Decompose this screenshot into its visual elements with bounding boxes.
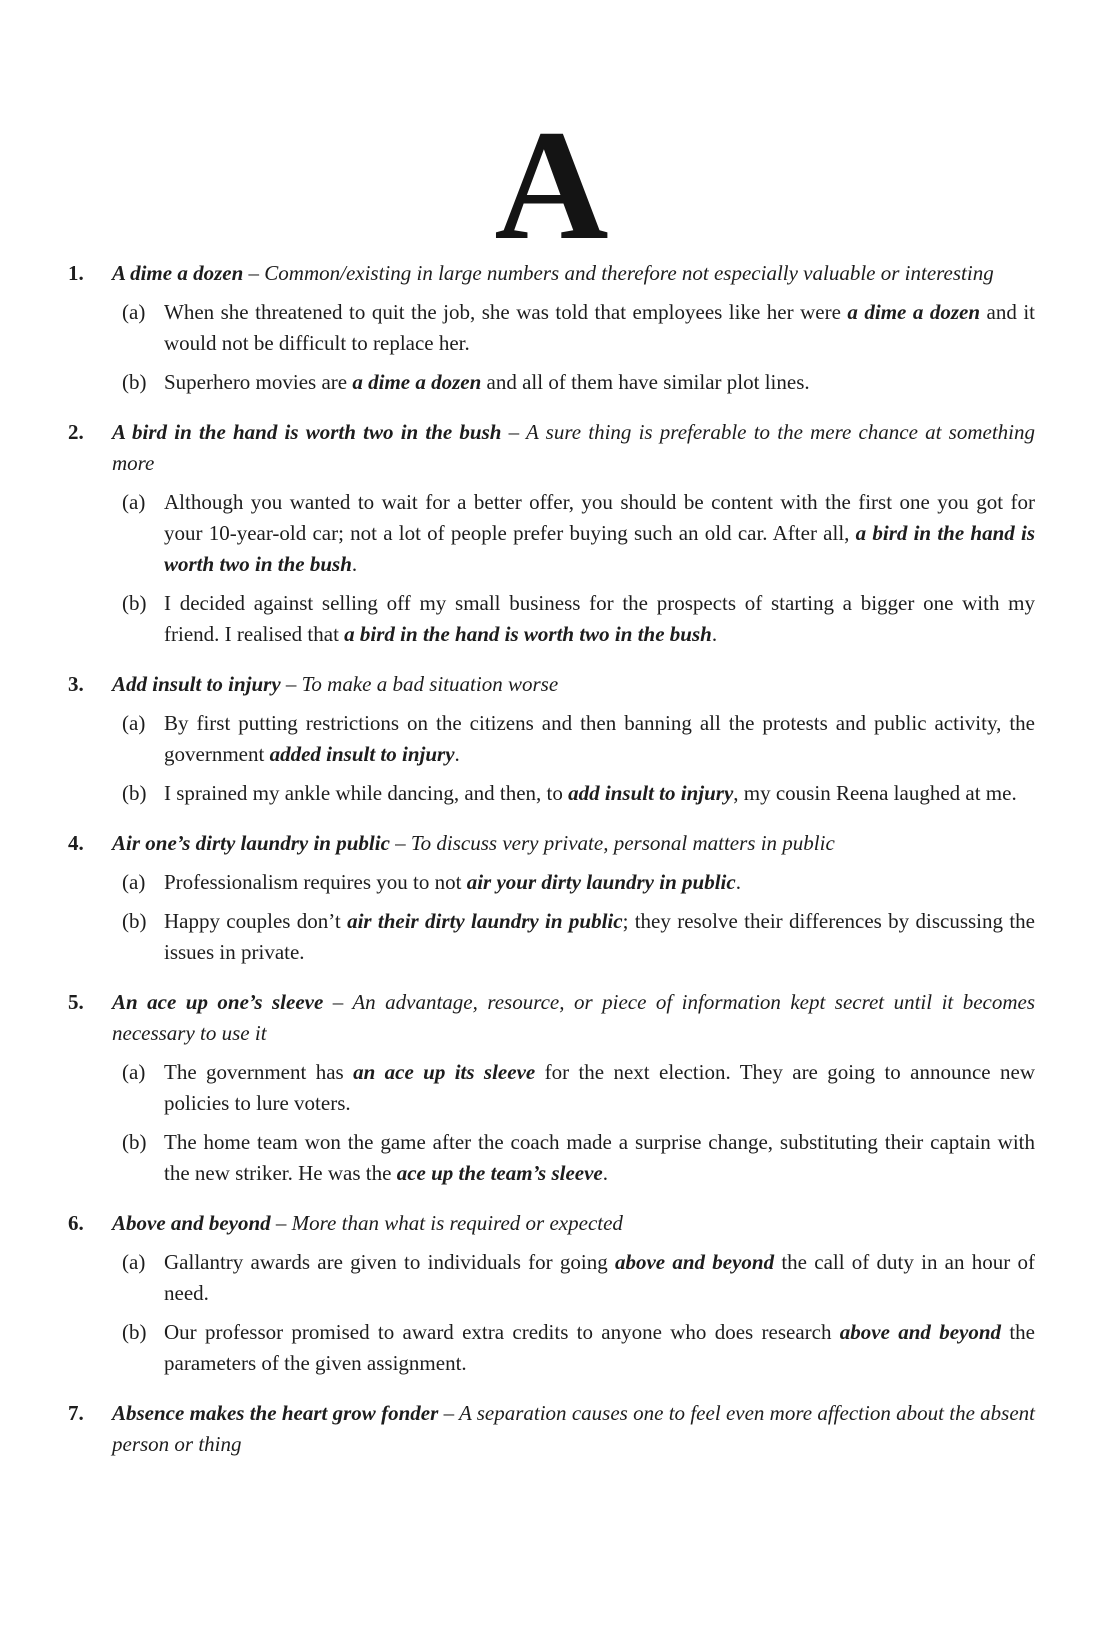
example-list <box>112 297 1035 398</box>
idiom-emphasis: above and beyond <box>614 1250 775 1274</box>
example-text <box>164 1247 1035 1309</box>
idiom-entry <box>68 987 1035 1189</box>
example-item <box>112 1057 1035 1119</box>
example-label: (a) <box>122 1250 146 1274</box>
example-list <box>112 487 1035 650</box>
example-list <box>112 867 1035 968</box>
example-text-segment: . <box>454 742 460 766</box>
example-item <box>112 588 1035 650</box>
example-label: (a) <box>122 711 146 735</box>
idiom-entry <box>68 1208 1035 1379</box>
example-text-segment: . <box>602 1161 608 1185</box>
example-text <box>164 778 1035 809</box>
idiom-name: Above and beyond <box>112 1211 271 1235</box>
separator-dash: – <box>389 831 411 855</box>
example-text <box>164 1127 1035 1189</box>
example-label: (b) <box>122 1130 147 1154</box>
example-label: (b) <box>122 370 147 394</box>
example-item <box>112 1127 1035 1189</box>
example-text-segment: , my cousin Reena laughed at me. <box>733 781 1017 805</box>
example-text-segment: the parameters of the given assignment. <box>164 1320 1035 1375</box>
example-item <box>112 778 1035 809</box>
separator-dash: – <box>501 420 526 444</box>
separator-dash: – <box>270 1211 292 1235</box>
example-list <box>112 1247 1035 1379</box>
example-text <box>164 297 1035 359</box>
idiom-emphasis: a dime a dozen <box>847 300 981 324</box>
idiom-definition: An advantage, resource, or piece of information kept secret until it becomes necessary to use it <box>112 990 1036 1045</box>
idiom-name: A bird in the hand is worth two in the bush <box>112 420 502 444</box>
idiom-emphasis: air their dirty laundry in public <box>347 909 623 933</box>
idiom-definition: Common/existing in large numbers and therefore not especially valuable or interesting <box>264 261 994 285</box>
example-text-segment: ; they resolve their differences by discussing the issues in private. <box>164 909 1035 964</box>
example-text-segment: for the next election. They are going to announce new policies to lure voters. <box>164 1060 1035 1115</box>
idiom-definition: A separation causes one to feel even more affection about the absent person or thing <box>112 1401 1036 1456</box>
example-text-segment: Our professor promised to award extra credits to anyone who does research <box>164 1320 840 1344</box>
example-item <box>112 1317 1035 1379</box>
example-label: (a) <box>122 870 146 894</box>
example-text <box>164 1057 1035 1119</box>
idiom-definition: A sure thing is preferable to the mere chance at something more <box>112 420 1036 475</box>
example-text-segment: The government has <box>164 1060 354 1084</box>
example-text-segment: and all of them have similar plot lines. <box>481 370 810 394</box>
idiom-entry <box>68 417 1035 650</box>
entry-number: 2. <box>68 420 84 444</box>
example-item <box>112 906 1035 968</box>
idiom-name: Absence makes the heart grow fonder <box>112 1401 439 1425</box>
entry-number: 1. <box>68 261 84 285</box>
example-text-segment: Gallantry awards are given to individuals for going <box>164 1250 615 1274</box>
example-text-segment: By first putting restrictions on the citizens and then banning all the protests and public activity, the government <box>164 711 1035 766</box>
example-text-segment: Superhero movies are <box>164 370 353 394</box>
idiom-entry <box>68 258 1035 398</box>
entry-content <box>112 828 1035 968</box>
separator-dash: – <box>323 990 353 1014</box>
example-label: (b) <box>122 591 147 615</box>
entry-number: 5. <box>68 990 84 1014</box>
example-item <box>112 367 1035 398</box>
example-text-segment: and it would not be difficult to replace her. <box>164 300 1035 355</box>
idiom-definition: To make a bad situation worse <box>301 672 559 696</box>
example-item <box>112 867 1035 898</box>
entry-number: 6. <box>68 1211 84 1235</box>
example-text-segment: Although you wanted to wait for a better offer, you should be content with the first one you got for your 10-year-old car; not a lot of people prefer buying such an old car. After all, <box>164 490 1035 545</box>
example-text-segment: Happy couples don’t <box>164 909 348 933</box>
example-text <box>164 1317 1035 1379</box>
example-label: (a) <box>122 1060 146 1084</box>
entry-headline <box>112 1398 1035 1460</box>
example-text <box>164 588 1035 650</box>
idiom-emphasis: a bird in the hand is worth two in the bush <box>344 622 712 646</box>
example-label: (b) <box>122 1320 147 1344</box>
idiom-name: An ace up one’s sleeve <box>112 990 324 1014</box>
idiom-emphasis: above and beyond <box>839 1320 1002 1344</box>
idiom-name: Air one’s dirty laundry in public <box>112 831 390 855</box>
example-label: (b) <box>122 781 147 805</box>
entry-content <box>112 1208 1035 1379</box>
idiom-emphasis: added insult to injury <box>269 742 455 766</box>
entry-headline <box>112 1208 1035 1239</box>
example-text-segment: the call of duty in an hour of need. <box>164 1250 1035 1305</box>
example-text <box>164 867 1035 898</box>
separator-dash: – <box>280 672 302 696</box>
idiom-definition: To discuss very private, personal matters in public <box>410 831 835 855</box>
idiom-list <box>68 258 1035 1460</box>
idiom-name: A dime a dozen <box>112 261 244 285</box>
separator-dash: – <box>438 1401 459 1425</box>
example-text-segment: . <box>711 622 718 646</box>
entry-headline <box>112 987 1035 1049</box>
example-text-segment: I decided against selling off my small business for the prospects of starting a bigger one with my friend. I realised that <box>164 591 1035 646</box>
example-label: (a) <box>122 490 146 514</box>
entry-headline <box>112 669 1035 700</box>
idiom-definition: More than what is required or expected <box>291 1211 623 1235</box>
idiom-emphasis: a bird in the hand is worth two in the bush <box>164 521 1035 576</box>
entry-headline <box>112 417 1035 479</box>
example-item <box>112 297 1035 359</box>
section-letter-heading: A <box>494 98 609 273</box>
entry-headline <box>112 258 1035 289</box>
idiom-emphasis: air your dirty laundry in public <box>466 870 736 894</box>
example-text-segment: . <box>351 552 358 576</box>
idiom-emphasis: a dime a dozen <box>352 370 482 394</box>
example-text-segment: Professionalism requires you to not <box>164 870 467 894</box>
example-text <box>164 708 1035 770</box>
example-text-segment: I sprained my ankle while dancing, and then, to <box>164 781 569 805</box>
entry-number: 7. <box>68 1401 84 1425</box>
dictionary-page <box>0 98 1104 1460</box>
example-text-segment: When she threatened to quit the job, she was told that employees like her were <box>164 300 848 324</box>
example-text <box>164 906 1035 968</box>
example-list <box>112 1057 1035 1189</box>
example-item <box>112 1247 1035 1309</box>
entry-content <box>112 258 1035 398</box>
entry-number: 4. <box>68 831 84 855</box>
idiom-entry <box>68 828 1035 968</box>
example-item <box>112 708 1035 770</box>
example-list <box>112 708 1035 809</box>
example-item <box>112 487 1035 580</box>
idiom-emphasis: an ace up its sleeve <box>353 1060 536 1084</box>
idiom-entry <box>68 1398 1035 1460</box>
example-label: (a) <box>122 300 146 324</box>
example-text-segment: The home team won the game after the coach made a surprise change, substituting their captain with the new striker. He was the <box>164 1130 1035 1185</box>
entry-content <box>112 987 1035 1189</box>
entry-content <box>112 669 1035 809</box>
example-text-segment: . <box>735 870 741 894</box>
entry-content <box>112 417 1035 650</box>
entry-number: 3. <box>68 672 84 696</box>
example-text <box>164 487 1035 580</box>
entry-headline <box>112 828 1035 859</box>
idiom-emphasis: add insult to injury <box>568 781 734 805</box>
example-label: (b) <box>122 909 147 933</box>
idiom-name: Add insult to injury <box>112 672 281 696</box>
example-text <box>164 367 1035 398</box>
idiom-emphasis: ace up the team’s sleeve <box>396 1161 603 1185</box>
idiom-entry <box>68 669 1035 809</box>
entry-content <box>112 1398 1035 1460</box>
separator-dash: – <box>243 261 265 285</box>
